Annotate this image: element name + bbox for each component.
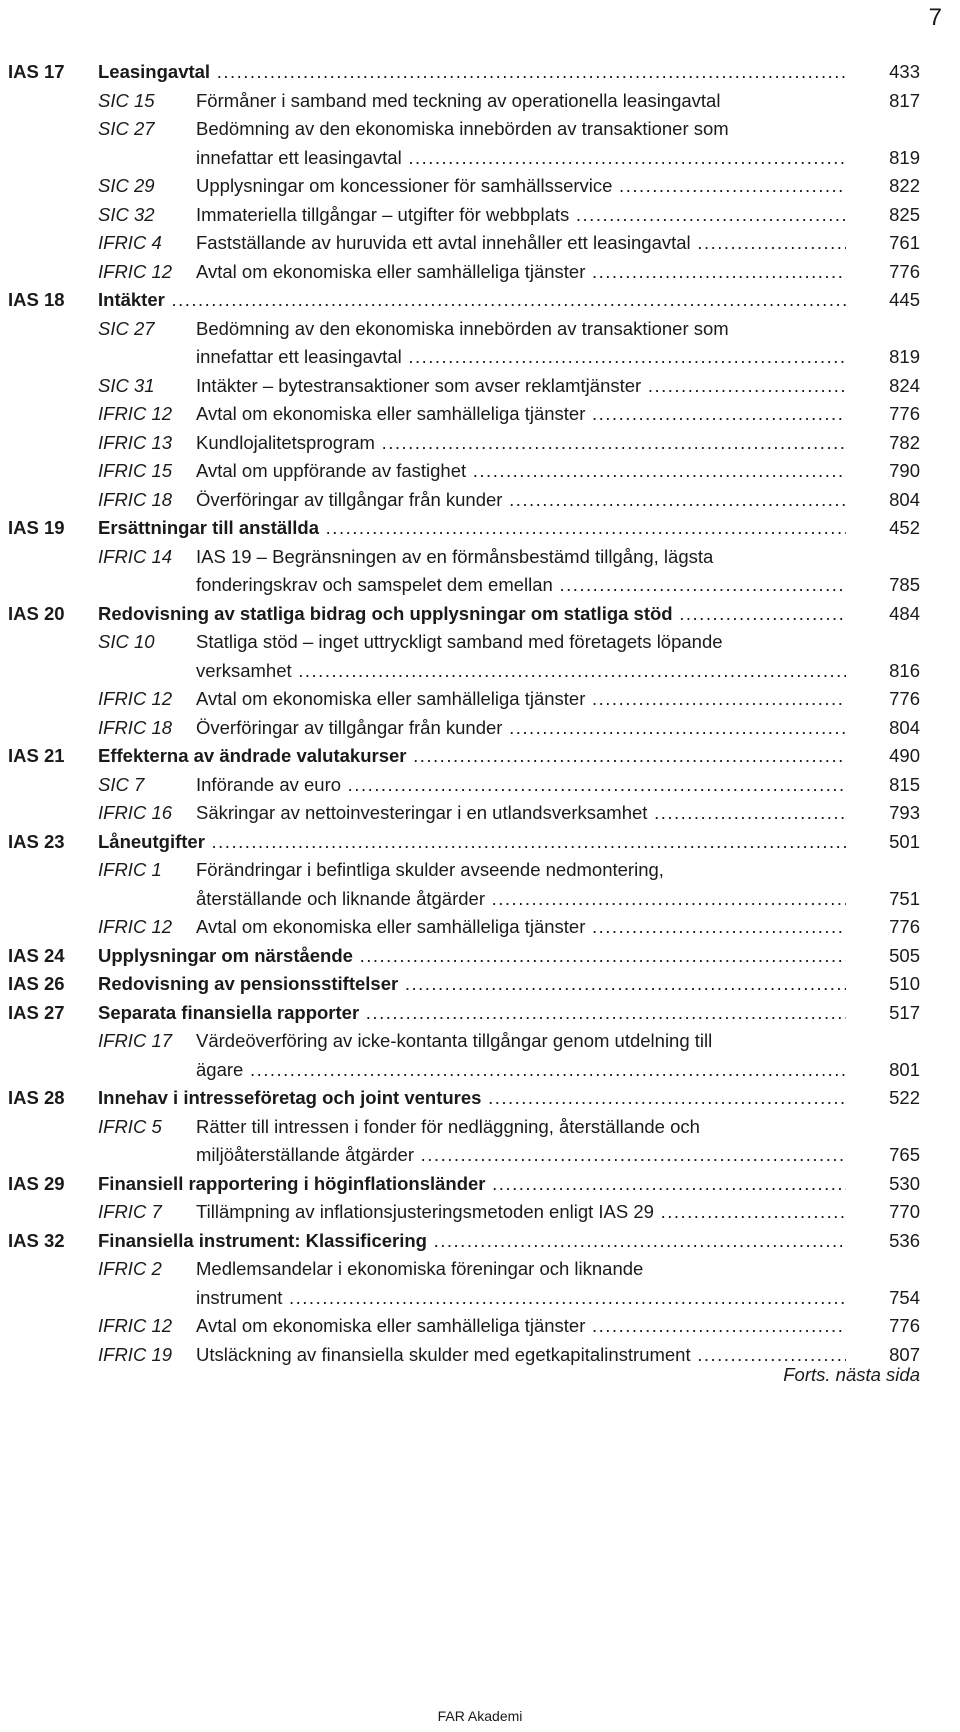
toc-title: Låneutgifter ..... xyxy=(98,828,846,857)
toc-title: miljöåterställande åtgärder ..... xyxy=(196,1141,846,1170)
toc-standard-row xyxy=(0,828,960,857)
toc-page-number: 490 xyxy=(889,745,920,766)
toc-interpretation-row xyxy=(0,315,960,344)
toc-interpretation-row xyxy=(0,1255,960,1284)
toc-page-number: 782 xyxy=(889,431,920,453)
toc-page-number: 819 xyxy=(889,146,920,168)
toc-title: Leasingavtal ..... xyxy=(98,58,846,87)
toc-title: Upplysningar om koncessioner för samhällsservice ..... xyxy=(196,172,846,201)
toc-page-number: 510 xyxy=(889,973,920,994)
toc-page-number: 824 xyxy=(889,374,920,396)
toc-code: IAS 18 xyxy=(8,289,65,310)
toc-page-number: 817 xyxy=(889,89,920,111)
toc-code: SIC 27 xyxy=(98,317,155,339)
toc-code: IFRIC 15 xyxy=(98,460,173,481)
toc-title: innefattar ett leasingavtal ..... xyxy=(196,144,846,173)
toc-page-number: 776 xyxy=(889,688,920,709)
toc-code: IFRIC 12 xyxy=(98,688,173,709)
toc-page-number: 484 xyxy=(889,602,920,624)
toc-title: ägare ..... xyxy=(196,1056,846,1085)
toc-standard-row xyxy=(0,1170,960,1199)
toc-title: Överföringar av tillgångar från kunder ..... xyxy=(196,486,846,515)
toc-title: Finansiell rapportering i höginflationsländer ..... xyxy=(98,1170,846,1199)
toc-interpretation-row xyxy=(0,714,960,743)
toc-standard-row xyxy=(0,514,960,543)
toc-title: Förmåner i samband med teckning av operationella leasingavtal xyxy=(196,89,721,111)
toc-code: SIC 7 xyxy=(98,773,145,795)
continuation-note: Forts. nästa sida xyxy=(783,1364,920,1385)
toc-interpretation-row xyxy=(0,1027,960,1056)
toc-code: IAS 27 xyxy=(8,1001,65,1023)
toc-page-number: 776 xyxy=(889,260,920,282)
toc-code: IFRIC 12 xyxy=(98,403,173,424)
toc-title: instrument ..... xyxy=(196,1284,846,1313)
toc-code: IFRIC 5 xyxy=(98,1115,162,1137)
toc-interpretation-row xyxy=(0,372,960,401)
toc-title: Avtal om uppförande av fastighet ..... xyxy=(196,457,846,486)
toc-interpretation-row xyxy=(0,1056,960,1085)
toc-code: IFRIC 7 xyxy=(98,1201,162,1222)
toc-code: IFRIC 12 xyxy=(98,1315,173,1336)
toc-page-number: 825 xyxy=(889,203,920,225)
toc-title: Avtal om ekonomiska eller samhälleliga tjänster ..... xyxy=(196,1312,846,1341)
toc-page-number: 770 xyxy=(889,1201,920,1222)
toc-standard-row xyxy=(0,600,960,629)
toc-standard-row xyxy=(0,58,960,87)
toc-title: Innehav i intresseföretag och joint ventures ..... xyxy=(98,1084,846,1113)
toc-code: IFRIC 4 xyxy=(98,232,162,253)
toc-code: SIC 10 xyxy=(98,631,155,652)
toc-title: Intäkter ..... xyxy=(98,286,846,315)
toc-code: SIC 29 xyxy=(98,175,155,196)
footer-publisher: FAR Akademi xyxy=(437,1708,523,1724)
page-number: 7 xyxy=(928,4,942,31)
toc-code: IFRIC 19 xyxy=(98,1343,173,1365)
toc-interpretation-row xyxy=(0,1141,960,1170)
toc-interpretation-row xyxy=(0,115,960,144)
toc-interpretation-row xyxy=(0,543,960,572)
toc-title: Kundlojalitetsprogram ..... xyxy=(196,429,846,458)
toc-page-number: 501 xyxy=(889,830,920,852)
toc-page-number: 754 xyxy=(889,1286,920,1308)
toc-title: Statliga stöd – inget uttryckligt samband med företagets löpande xyxy=(196,631,723,652)
toc-code: IFRIC 18 xyxy=(98,488,173,510)
toc-code: IFRIC 18 xyxy=(98,716,173,738)
toc-title: Effekterna av ändrade valutakurser ..... xyxy=(98,742,846,771)
toc-title: Avtal om ekonomiska eller samhälleliga tjänster ..... xyxy=(196,258,846,287)
toc-code: IAS 32 xyxy=(8,1229,65,1251)
toc-page-number: 776 xyxy=(889,403,920,424)
toc-interpretation-row xyxy=(0,685,960,714)
toc-code: IAS 29 xyxy=(8,1172,65,1194)
toc-page-number: 819 xyxy=(889,346,920,367)
toc-code: IFRIC 17 xyxy=(98,1030,173,1051)
toc-title: Upplysningar om närstående ..... xyxy=(98,942,846,971)
toc-title: IAS 19 – Begränsningen av en förmånsbestämd tillgång, lägsta xyxy=(196,545,714,567)
toc-code: IAS 26 xyxy=(8,973,65,994)
toc-standard-row xyxy=(0,1084,960,1113)
toc-page-number: 804 xyxy=(889,488,920,510)
toc-interpretation-row xyxy=(0,87,960,116)
toc-page-number: 761 xyxy=(889,232,920,253)
toc-standard-row xyxy=(0,1227,960,1256)
toc-page-number: 751 xyxy=(889,887,920,909)
toc-code: IFRIC 13 xyxy=(98,431,173,453)
toc-interpretation-row xyxy=(0,799,960,828)
toc-page-number: 517 xyxy=(889,1001,920,1023)
toc-interpretation-row xyxy=(0,486,960,515)
toc-standard-row xyxy=(0,742,960,771)
toc-title: Intäkter – bytestransaktioner som avser reklamtjänster ..... xyxy=(196,372,846,401)
toc-page-number: 815 xyxy=(889,773,920,795)
toc-interpretation-row xyxy=(0,1113,960,1142)
toc-page-number: 785 xyxy=(889,574,920,595)
toc-title: Fastställande av huruvida ett avtal innehåller ett leasingavtal ..... xyxy=(196,229,846,258)
toc-interpretation-row xyxy=(0,856,960,885)
toc-interpretation-row xyxy=(0,885,960,914)
toc-page-number: 776 xyxy=(889,916,920,937)
toc-title: Rätter till intressen i fonder för nedläggning, återställande och xyxy=(196,1115,700,1137)
toc-title: Avtal om ekonomiska eller samhälleliga tjänster ..... xyxy=(196,685,846,714)
toc-page-number: 505 xyxy=(889,944,920,966)
toc-interpretation-row xyxy=(0,172,960,201)
toc-title: Värdeöverföring av icke-kontanta tillgångar genom utdelning till xyxy=(196,1030,713,1051)
toc-page-number: 793 xyxy=(889,802,920,823)
toc-code: IFRIC 14 xyxy=(98,545,173,567)
toc-code: IFRIC 16 xyxy=(98,802,173,823)
toc-title: Redovisning av statliga bidrag och upplysningar om statliga stöd ..... xyxy=(98,600,846,629)
toc-code: SIC 32 xyxy=(98,203,155,225)
toc-title: Bedömning av den ekonomiska innebörden av transaktioner som xyxy=(196,118,729,139)
toc-code: SIC 31 xyxy=(98,374,155,396)
toc-page-number: 807 xyxy=(889,1343,920,1365)
toc-title: innefattar ett leasingavtal ..... xyxy=(196,343,846,372)
toc-code: IAS 24 xyxy=(8,944,65,966)
table-of-contents xyxy=(0,58,960,1369)
toc-interpretation-row xyxy=(0,1312,960,1341)
toc-page-number: 816 xyxy=(889,659,920,681)
toc-title: Säkringar av nettoinvesteringar i en utlandsverksamhet ..... xyxy=(196,799,846,828)
toc-page-number: 445 xyxy=(889,289,920,310)
toc-page-number: 790 xyxy=(889,460,920,481)
toc-interpretation-row xyxy=(0,1284,960,1313)
toc-title: Förändringar i befintliga skulder avseende nedmontering, xyxy=(196,859,664,880)
toc-code: IAS 17 xyxy=(8,61,65,82)
toc-title: Avtal om ekonomiska eller samhälleliga tjänster ..... xyxy=(196,400,846,429)
toc-code: IFRIC 1 xyxy=(98,859,162,880)
toc-title: verksamhet ..... xyxy=(196,657,846,686)
toc-title: Överföringar av tillgångar från kunder ..... xyxy=(196,714,846,743)
toc-interpretation-row xyxy=(0,343,960,372)
toc-title: Immateriella tillgångar – utgifter för webbplats ..... xyxy=(196,201,846,230)
toc-standard-row xyxy=(0,286,960,315)
toc-standard-row xyxy=(0,942,960,971)
toc-interpretation-row xyxy=(0,258,960,287)
toc-standard-row xyxy=(0,970,960,999)
toc-title: återställande och liknande åtgärder ..... xyxy=(196,885,846,914)
toc-code: IAS 19 xyxy=(8,517,65,538)
toc-interpretation-row xyxy=(0,1198,960,1227)
toc-code: SIC 15 xyxy=(98,89,155,111)
toc-title: Avtal om ekonomiska eller samhälleliga tjänster ..... xyxy=(196,913,846,942)
toc-interpretation-row xyxy=(0,400,960,429)
toc-page-number: 536 xyxy=(889,1229,920,1251)
toc-code: IAS 28 xyxy=(8,1087,65,1108)
toc-interpretation-row xyxy=(0,657,960,686)
toc-title: Medlemsandelar i ekonomiska föreningar och liknande xyxy=(196,1258,644,1279)
toc-title: fonderingskrav och samspelet dem emellan ..... xyxy=(196,571,846,600)
toc-title: Finansiella instrument: Klassificering ..... xyxy=(98,1227,846,1256)
toc-interpretation-row xyxy=(0,201,960,230)
toc-page-number: 804 xyxy=(889,716,920,738)
toc-code: IAS 21 xyxy=(8,745,65,766)
toc-interpretation-row xyxy=(0,457,960,486)
toc-page-number: 433 xyxy=(889,61,920,82)
toc-code: SIC 27 xyxy=(98,118,155,139)
toc-title: Utsläckning av finansiella skulder med egetkapitalinstrument ..... xyxy=(196,1341,846,1370)
toc-interpretation-row xyxy=(0,144,960,173)
toc-title: Tillämpning av inflationsjusteringsmetoden enligt IAS 29 ..... xyxy=(196,1198,846,1227)
toc-title: Ersättningar till anställda ..... xyxy=(98,514,846,543)
toc-code: IAS 23 xyxy=(8,830,65,852)
toc-page-number: 801 xyxy=(889,1058,920,1080)
toc-interpretation-row xyxy=(0,913,960,942)
toc-title: Separata finansiella rapporter ..... xyxy=(98,999,846,1028)
toc-page-number: 530 xyxy=(889,1172,920,1194)
toc-code: IFRIC 12 xyxy=(98,260,173,282)
toc-page-number: 765 xyxy=(889,1144,920,1165)
toc-interpretation-row xyxy=(0,571,960,600)
toc-page-number: 822 xyxy=(889,175,920,196)
toc-interpretation-row xyxy=(0,429,960,458)
toc-page-number: 776 xyxy=(889,1315,920,1336)
toc-code: IFRIC 12 xyxy=(98,916,173,937)
toc-page-number: 522 xyxy=(889,1087,920,1108)
toc-interpretation-row xyxy=(0,628,960,657)
toc-title: Redovisning av pensionsstiftelser ..... xyxy=(98,970,846,999)
toc-code: IAS 20 xyxy=(8,602,65,624)
toc-code: IFRIC 2 xyxy=(98,1258,162,1279)
toc-title: Införande av euro ..... xyxy=(196,771,846,800)
toc-title: Bedömning av den ekonomiska innebörden av transaktioner som xyxy=(196,317,729,339)
toc-page-number: 452 xyxy=(889,517,920,538)
toc-interpretation-row xyxy=(0,771,960,800)
toc-standard-row xyxy=(0,999,960,1028)
toc-interpretation-row xyxy=(0,229,960,258)
